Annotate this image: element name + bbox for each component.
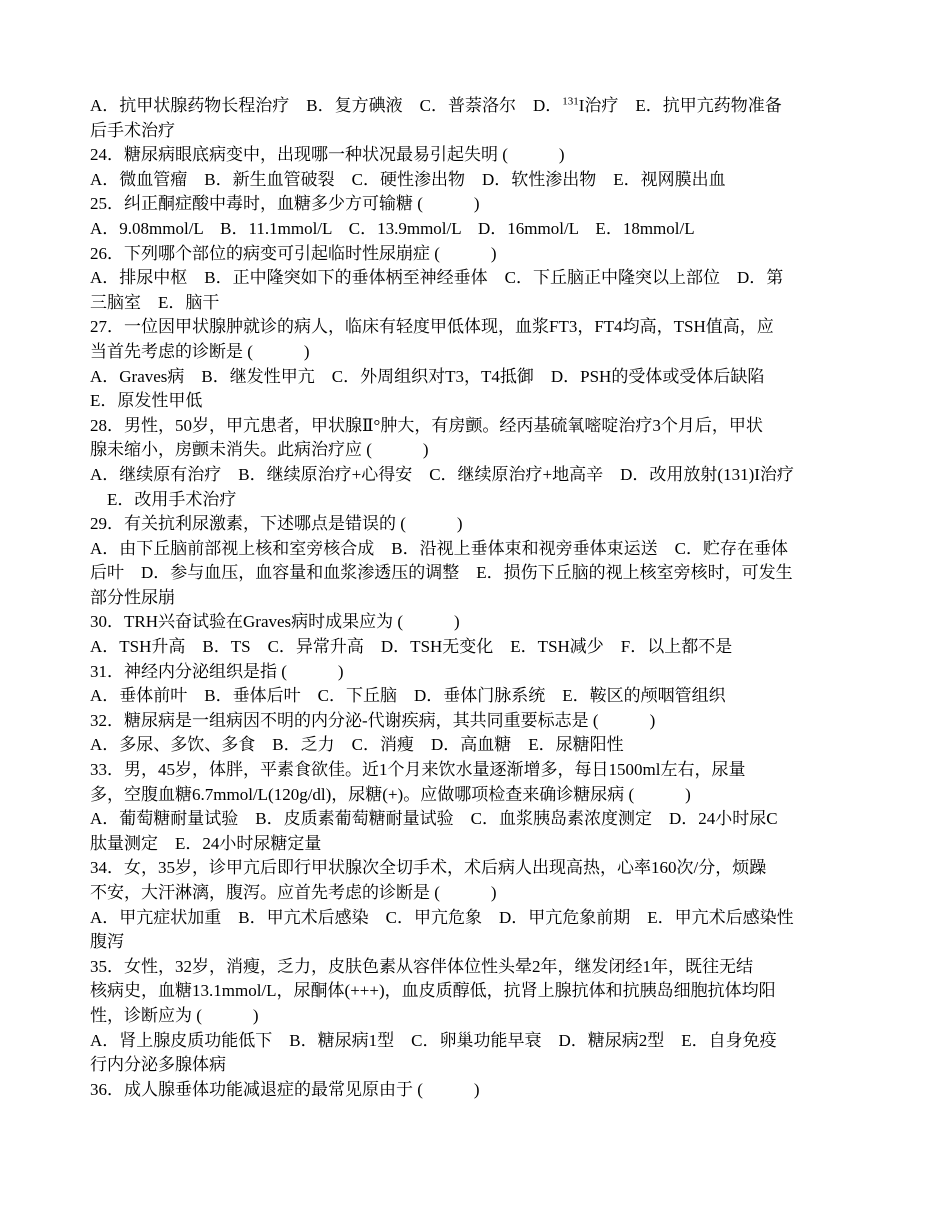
question-30: 30．TRH兴奋试验在Graves病时成果应为 ( ) bbox=[90, 612, 460, 632]
options-line: 腹泻 bbox=[90, 932, 124, 952]
text-line: 当首先考虑的诊断是 ( ) bbox=[90, 341, 310, 361]
superscript-mass-number: 131 bbox=[562, 95, 579, 108]
text-fragment: A．抗甲状腺药物长程治疗 B．复方碘液 C．普萘洛尔 D． bbox=[90, 96, 563, 115]
question-35: 35．女性，32岁，消瘦，乏力，皮肤色素从容伴体位性头晕2年，继发闭经1年，既往无结 bbox=[90, 956, 753, 976]
options-line: A．微血管瘤 B．新生血管破裂 C．硬性渗出物 D．软性渗出物 E．视网膜出血 bbox=[90, 169, 726, 189]
options-line: A．甲亢症状加重 B．甲亢术后感染 C．甲亢危象 D．甲亢危象前期 E．甲亢术后感染性 bbox=[90, 907, 794, 927]
options-line: A．9.08mmol/L B．11.1mmol/L C．13.9mmol/L D．16mmol/L E．18mmol/L bbox=[90, 218, 695, 238]
question-29: 29．有关抗利尿激素，下述哪点是错误的 ( ) bbox=[90, 514, 463, 534]
options-line: A．垂体前叶 B．垂体后叶 C．下丘脑 D．垂体门脉系统 E．鞍区的颅咽管组织 bbox=[90, 686, 726, 706]
question-31: 31．神经内分泌组织是指 ( ) bbox=[90, 661, 344, 681]
text-line: 性，诊断应为 ( ) bbox=[90, 1005, 259, 1025]
options-line: A．继续原有治疗 B．继续原治疗+心得安 C．继续原治疗+地高辛 D．改用放射(131)I治疗 bbox=[90, 464, 794, 484]
text-line: 核病史，血糖13.1mmol/L，尿酮体(+++)，血皮质醇低，抗肾上腺抗体和抗胰岛细胞抗体均阳 bbox=[90, 981, 776, 1001]
options-line: A．排尿中枢 B．正中隆突如下的垂体柄至神经垂体 C．下丘脑正中隆突以上部位 D．第 bbox=[90, 268, 784, 288]
options-line: A．多尿、多饮、多食 B．乏力 C．消瘦 D．高血糖 E．尿糖阳性 bbox=[90, 735, 624, 755]
question-25: 25．纠正酮症酸中毒时，血糖多少方可输糖 ( ) bbox=[90, 194, 480, 214]
text-line: 腺未缩小，房颤未消失。此病治疗应 ( ) bbox=[90, 440, 429, 460]
options-line: 后叶 D．参与血压，血容量和血浆渗透压的调整 E．损伤下丘脑的视上核室旁核时，可发生 bbox=[90, 563, 793, 583]
question-34: 34．女，35岁，诊甲亢后即行甲状腺次全切手术，术后病人出现高热，心率160次/分，烦躁 bbox=[90, 858, 767, 878]
options-line: 三脑室 E．脑干 bbox=[90, 292, 220, 312]
question-32: 32．糖尿病是一组病因不明的内分泌-代谢疾病，其共同重要标志是 ( ) bbox=[90, 710, 656, 730]
options-line: 行内分泌多腺体病 bbox=[90, 1055, 226, 1075]
text-line: 后手术治疗 bbox=[90, 120, 175, 140]
options-line: A．Graves病 B．继发性甲亢 C．外周组织对T3，T4抵御 D．PSH的受体或受体后缺陷 bbox=[90, 366, 765, 386]
document-page bbox=[90, 94, 855, 1102]
question-33: 33．男，45岁，体胖，平素食欲佳。近1个月来饮水量逐渐增多，每日1500ml左右，尿量 bbox=[90, 760, 746, 780]
question-27: 27．一位因甲状腺肿就诊的病人，临床有轻度甲低体现，血浆FT3，FT4均高，TSH值高，应 bbox=[90, 317, 774, 337]
options-line: A．肾上腺皮质功能低下 B．糖尿病1型 C．卵巢功能早衰 D．糖尿病2型 E．自身免疫 bbox=[90, 1030, 777, 1050]
text-line: 不安，大汗淋漓，腹泻。应首先考虑的诊断是 ( ) bbox=[90, 883, 497, 902]
question-28: 28．男性，50岁，甲亢患者，甲状腺Ⅱ°肿大，有房颤。经丙基硫氧嘧啶治疗3个月后，甲状 bbox=[90, 415, 763, 435]
options-line: A．TSH升高 B．TS C．异常升高 D．TSH无变化 E．TSH减少 F．以上都不是 bbox=[90, 637, 733, 657]
text-fragment: I治疗 E．抗甲亢药物准备 bbox=[578, 96, 782, 115]
options-line: A．由下丘脑前部视上核和室旁核合成 B．沿视上垂体束和视旁垂体束运送 C．贮存在垂体 bbox=[90, 538, 788, 558]
options-line: E．原发性甲低 bbox=[90, 391, 203, 411]
question-26: 26．下列哪个部位的病变可引起临时性尿崩症 ( ) bbox=[90, 243, 497, 263]
options-line: 部分性尿崩 bbox=[90, 587, 175, 607]
options-line: E．改用手术治疗 bbox=[90, 489, 237, 509]
question-24: 24．糖尿病眼底病变中，出现哪一种状况最易引起失明 ( ) bbox=[90, 145, 565, 165]
options-line: 肽量测定 E．24小时尿糖定量 bbox=[90, 833, 322, 853]
text-line: 多，空腹血糖6.7mmol/L(120g/dl)，尿糖(+)。应做哪项检查来确诊糖尿病 ( ) bbox=[90, 784, 691, 804]
text-line bbox=[90, 94, 855, 119]
question-36: 36．成人腺垂体功能减退症的最常见原由于 ( ) bbox=[90, 1079, 480, 1099]
options-line: A．葡萄糖耐量试验 B．皮质素葡萄糖耐量试验 C．血浆胰岛素浓度测定 D．24小时尿C bbox=[90, 809, 778, 829]
